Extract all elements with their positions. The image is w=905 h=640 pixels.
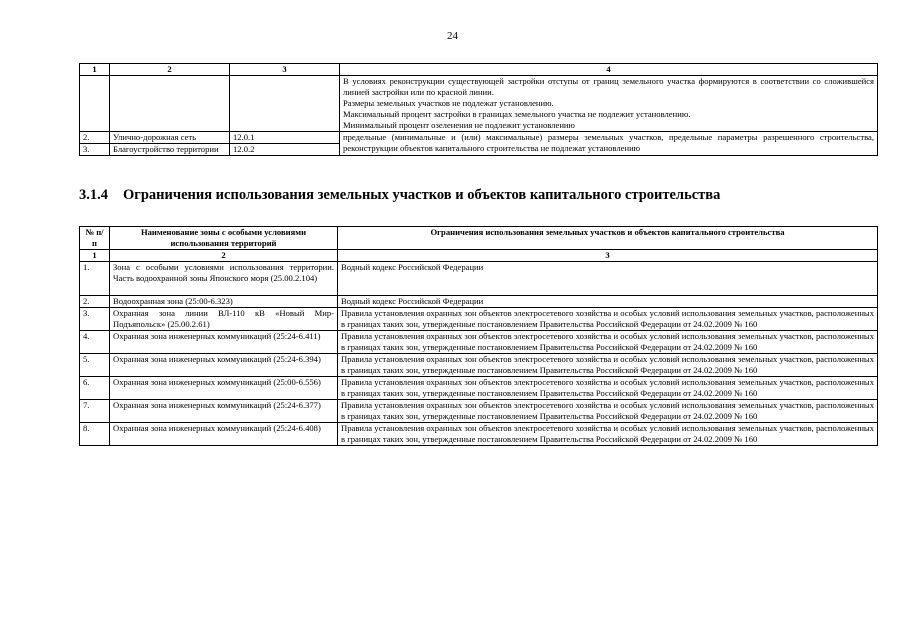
column-index: 1 bbox=[80, 64, 110, 76]
row-number: 2. bbox=[80, 296, 110, 308]
continuation-line: Размеры земельных участков не подлежат установлению. bbox=[343, 98, 554, 108]
column-index: 2 bbox=[110, 250, 338, 262]
merged-parameters-cell: предельные (минимальные и (или) максимальные) размеры земельных участков, предельные параметры разрешенного строительства, реконструкции объектов капитального строительства не подлежат установлению bbox=[340, 132, 878, 156]
index-row bbox=[80, 250, 878, 262]
zone-name: Охранная зона инженерных коммуникаций (25:24-6.408) bbox=[110, 423, 338, 446]
column-index: 2 bbox=[110, 64, 230, 76]
table-header-row bbox=[80, 227, 878, 250]
column-index: 3 bbox=[230, 64, 340, 76]
col-header-restriction: Ограничения использования земельных участков и объектов капитального строительства bbox=[338, 227, 878, 250]
restriction-text: Правила установления охранных зон объектов электросетевого хозяйства и особых условий использования земельных участков, расположенных в границах таких зон, утвержденные постановлением Правительства Российской Федерации от 24.02.2009 № 160 bbox=[338, 308, 878, 331]
restriction-text: Правила установления охранных зон объектов электросетевого хозяйства и особых условий использования земельных участков, расположенных в границах таких зон, утвержденные постановлением Правительства Российской Федерации от 24.02.2009 № 160 bbox=[338, 423, 878, 446]
restriction-text: Водный кодекс Российской Федерации bbox=[338, 296, 878, 308]
continuation-line: В условиях реконструкции существующей застройки отступы от границ земельного участка формируются в соответствии со сложившейся линией застройки или по красной линии. bbox=[343, 76, 874, 97]
use-name: Благоустройство территории bbox=[110, 144, 230, 156]
restrictions-table bbox=[79, 226, 878, 446]
col-header-zone: Наименование зоны с особыми условиями использования территорий bbox=[110, 227, 338, 250]
row-number: 6. bbox=[80, 377, 110, 400]
table-row bbox=[80, 354, 878, 377]
table-row bbox=[80, 423, 878, 446]
table-row bbox=[80, 400, 878, 423]
table-row bbox=[80, 262, 878, 296]
zone-name: Охранная зона инженерных коммуникаций (25:24-6.377) bbox=[110, 400, 338, 423]
restriction-text: Правила установления охранных зон объектов электросетевого хозяйства и особых условий использования земельных участков, расположенных в границах таких зон, утвержденные постановлением Правительства Российской Федерации от 24.02.2009 № 160 bbox=[338, 400, 878, 423]
use-code: 12.0.2 bbox=[230, 144, 340, 156]
restriction-text: Правила установления охранных зон объектов электросетевого хозяйства и особых условий использования земельных участков, расположенных в границах таких зон, утвержденные постановлением Правительства Российской Федерации от 24.02.2009 № 160 bbox=[338, 354, 878, 377]
table-row bbox=[80, 331, 878, 354]
table-row bbox=[80, 308, 878, 331]
section-heading bbox=[79, 187, 877, 204]
zone-name: Водоохранная зона (25:00-6.323) bbox=[110, 296, 338, 308]
section-title: Ограничения использования земельных участков и объектов капитального строительства bbox=[123, 187, 721, 203]
row-number: 5. bbox=[80, 354, 110, 377]
row-number: 8. bbox=[80, 423, 110, 446]
table-row bbox=[80, 296, 878, 308]
row-number: 1. bbox=[80, 262, 110, 296]
row-number: 3. bbox=[80, 308, 110, 331]
continuation-line: Минимальный процент озеленения не подлежит установлению bbox=[343, 120, 575, 130]
column-index: 4 bbox=[340, 64, 878, 76]
land-use-table bbox=[79, 63, 878, 156]
row-number: 3. bbox=[80, 144, 110, 156]
use-code: 12.0.1 bbox=[230, 132, 340, 144]
column-index: 1 bbox=[80, 250, 110, 262]
row-number: 7. bbox=[80, 400, 110, 423]
col-header-number: № п/п bbox=[80, 227, 110, 250]
restriction-text: Правила установления охранных зон объектов электросетевого хозяйства и особых условий использования земельных участков, расположенных в границах таких зон, утвержденные постановлением Правительства Российской Федерации от 24.02.2009 № 160 bbox=[338, 331, 878, 354]
restriction-text: Правила установления охранных зон объектов электросетевого хозяйства и особых условий использования земельных участков, расположенных в границах таких зон, утвержденные постановлением Правительства Российской Федерации от 24.02.2009 № 160 bbox=[338, 377, 878, 400]
zone-name: Охранная зона инженерных коммуникаций (25:00-6.556) bbox=[110, 377, 338, 400]
continuation-line: Максимальный процент застройки в границах земельного участка не подлежит установлению. bbox=[343, 109, 691, 119]
zone-name: Охранная зона инженерных коммуникаций (25:24-6.411) bbox=[110, 331, 338, 354]
column-index: 3 bbox=[338, 250, 878, 262]
row-number: 4. bbox=[80, 331, 110, 354]
table-row bbox=[80, 377, 878, 400]
table-header-row bbox=[80, 64, 878, 76]
section-number: 3.1.4 bbox=[79, 187, 108, 203]
continuation-cell bbox=[340, 76, 878, 132]
zone-name: Зона с особыми условиями использования территории. Часть водоохранной зоны Японского моря (25.00.2.104) bbox=[110, 262, 338, 296]
table-row bbox=[80, 132, 878, 144]
use-name: Улично-дорожная сеть bbox=[110, 132, 230, 144]
restriction-text: Водный кодекс Российской Федерации bbox=[338, 262, 878, 296]
page-number: 24 bbox=[447, 30, 458, 42]
table-row bbox=[80, 76, 878, 132]
zone-name: Охранная зона инженерных коммуникаций (25:24-6.394) bbox=[110, 354, 338, 377]
row-number: 2. bbox=[80, 132, 110, 144]
zone-name: Охранная зона линии ВЛ-110 кВ «Новый Мир-Подъяпольск» (25.00.2.61) bbox=[110, 308, 338, 331]
